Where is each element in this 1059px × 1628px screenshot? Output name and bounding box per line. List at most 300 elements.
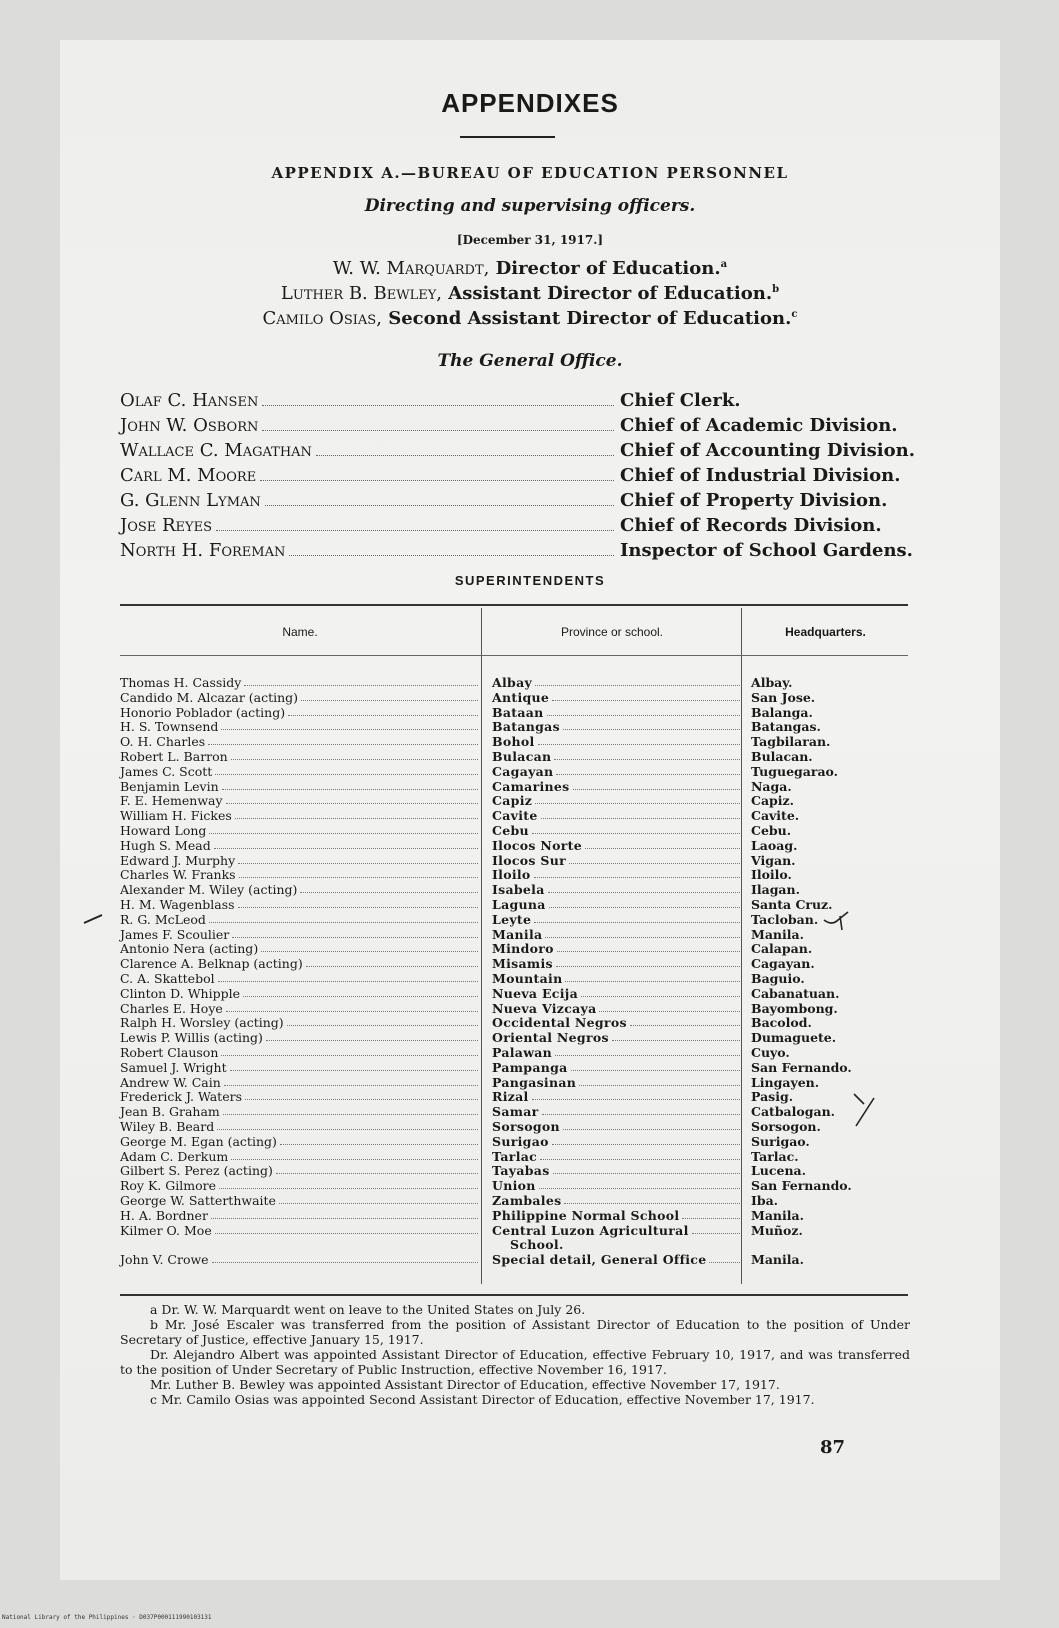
- superintendent-name: Ralph H. Worsley (acting): [120, 1015, 284, 1031]
- footnote-b-cont: Dr. Alejandro Albert was appointed Assistant Director of Education, effective February 10, 1917, and was transferred to the position of Under Secretary of Public Instruction, effective November 16, 1917.: [120, 1347, 910, 1377]
- province-name: Mindoro: [492, 941, 554, 957]
- superintendent-name: Hugh S. Mead: [120, 837, 211, 853]
- headquarters: Bulacan.: [751, 749, 813, 764]
- superintendent-name-cell: [120, 1045, 480, 1060]
- superintendent-name-cell: [120, 734, 480, 749]
- table-row: [120, 1193, 908, 1208]
- table-row: [120, 1134, 908, 1149]
- leader-dots: [226, 793, 478, 804]
- leader-dots: [612, 1030, 740, 1041]
- assistant-director-line: [60, 283, 1000, 304]
- leader-dots: [585, 838, 740, 849]
- table-row: [120, 1149, 908, 1164]
- leader-dots: [563, 1119, 740, 1130]
- second-assistant-director-title: Second Assistant Director of Education.: [388, 308, 792, 329]
- headquarters: Iloilo.: [751, 867, 792, 883]
- headquarters: Iba.: [751, 1193, 779, 1208]
- office-staff-row: [120, 465, 910, 489]
- superintendent-name: William H. Fickes: [120, 808, 232, 824]
- superintendent-name-cell: [120, 675, 480, 690]
- province-cell: [492, 882, 742, 897]
- office-staff-row: [120, 540, 913, 564]
- superintendent-name-cell: [120, 749, 480, 764]
- staff-position: Chief of Records Division.: [620, 515, 882, 536]
- province-name: Samar: [492, 1104, 539, 1120]
- superintendent-name: R. G. McLeod: [120, 911, 206, 927]
- leader-dots: [260, 479, 614, 481]
- superintendent-name: Edward J. Murphy: [120, 852, 236, 868]
- headquarters: Lingayen.: [751, 1074, 820, 1090]
- leader-dots: [545, 927, 740, 938]
- superintendent-name-cell: [120, 808, 480, 823]
- headquarters: Muñoz.: [751, 1222, 803, 1238]
- leader-dots: [232, 927, 478, 938]
- table-row: [120, 956, 908, 971]
- superintendent-name-cell: [120, 793, 480, 808]
- superintendent-name-cell: [120, 1015, 480, 1030]
- table-row: [120, 1252, 908, 1267]
- assistant-director-name: Luther B. Bewley,: [280, 283, 442, 304]
- province-cell: [492, 1149, 742, 1164]
- leader-dots: [219, 1178, 478, 1189]
- directing-subheading: Directing and supervising officers.: [364, 196, 696, 216]
- province-cell: [492, 1015, 742, 1030]
- title-rule: [460, 136, 555, 138]
- superintendent-name-cell: [120, 1089, 480, 1104]
- director-title: Director of Education.: [495, 258, 721, 279]
- leader-dots: [218, 971, 478, 982]
- headquarters: Tagbilaran.: [751, 734, 831, 750]
- staff-position: Chief Clerk.: [620, 390, 741, 411]
- table-row: [120, 1089, 908, 1104]
- superintendent-name: C. A. Skattebol: [120, 971, 215, 986]
- province-cell: [492, 734, 742, 749]
- superintendent-name: James C. Scott: [120, 763, 213, 779]
- province-cell: [492, 764, 742, 779]
- leader-dots: [306, 956, 478, 967]
- superintendent-name-cell: [120, 764, 480, 779]
- province-cell: [492, 705, 742, 720]
- province-name: School.: [510, 1237, 564, 1253]
- table-row: [120, 779, 908, 794]
- province-cell: [492, 779, 742, 794]
- superintendent-name: O. H. Charles: [120, 734, 206, 750]
- leader-dots: [230, 1060, 478, 1071]
- province-name: Batangas: [492, 719, 560, 735]
- headquarters: Cagayan.: [751, 956, 815, 972]
- province-name: Bulacan: [492, 749, 552, 764]
- leader-dots: [265, 504, 614, 506]
- footnote-ref: b: [772, 284, 780, 295]
- superintendent-name: Andrew W. Cain: [120, 1074, 221, 1090]
- headquarters: Tuguegarao.: [751, 763, 839, 779]
- leader-dots: [217, 1119, 478, 1130]
- leader-dots: [243, 986, 478, 997]
- table-row: [120, 882, 908, 897]
- headquarters: Albay.: [751, 675, 793, 690]
- table-row: [120, 675, 908, 690]
- staff-name: G. Glenn Lyman: [120, 490, 261, 511]
- table-row: [120, 1001, 908, 1016]
- superintendent-name: James F. Scoulier: [120, 926, 230, 942]
- province-cell: [492, 1193, 742, 1208]
- province-cell: [492, 793, 742, 808]
- table-row: [120, 867, 908, 882]
- superintendent-name: Adam C. Derkum: [120, 1148, 229, 1164]
- leader-dots: [682, 1208, 740, 1219]
- director-line: [60, 258, 1000, 279]
- province-name: Cebu: [492, 823, 529, 838]
- leader-dots: [579, 1075, 740, 1086]
- table-row: [120, 1119, 908, 1134]
- province-name: Pangasinan: [492, 1074, 577, 1090]
- province-cell: [492, 897, 742, 912]
- province-cell: [492, 1178, 742, 1193]
- leader-dots: [231, 1149, 478, 1160]
- province-name: Central Luzon Agricultural: [492, 1222, 689, 1238]
- office-staff-row: [120, 515, 910, 539]
- director-name: W. W. Marquardt,: [332, 258, 490, 279]
- province-name: Bohol: [492, 734, 535, 750]
- leader-dots: [301, 690, 478, 701]
- table-row: [120, 1045, 908, 1060]
- headquarters: Cebu.: [751, 823, 792, 838]
- superintendent-name: Clarence A. Belknap (acting): [120, 956, 303, 972]
- province-cell: [492, 719, 742, 734]
- headquarters: Surigao.: [751, 1133, 810, 1149]
- second-assistant-director-name: Camilo Osias,: [262, 308, 382, 329]
- province-cell: [492, 823, 742, 838]
- superintendent-name-cell: [120, 1134, 480, 1149]
- headquarters: Bacolod.: [751, 1015, 812, 1031]
- superintendent-name-cell: [120, 719, 480, 734]
- superintendent-name: Frederick J. Waters: [120, 1089, 242, 1105]
- leader-dots: [215, 764, 478, 775]
- table-row: [120, 764, 908, 779]
- headquarters: Bayombong.: [751, 1000, 838, 1016]
- superintendent-name: Charles W. Franks: [120, 867, 236, 883]
- staff-name: Jose Reyes: [120, 515, 213, 536]
- province-cell: [492, 986, 742, 1001]
- leader-dots: [262, 429, 614, 431]
- province-name: Oriental Negros: [492, 1030, 609, 1046]
- superintendent-name: H. S. Townsend: [120, 719, 219, 735]
- province-cell: [492, 1163, 742, 1178]
- leader-dots: [214, 838, 478, 849]
- leader-dots: [209, 823, 478, 834]
- leader-dots: [238, 853, 478, 864]
- table-header-rule: [120, 655, 908, 656]
- staff-name: Carl M. Moore: [120, 465, 257, 486]
- headquarters: Naga.: [751, 778, 792, 794]
- superintendent-name: Alexander M. Wiley (acting): [120, 882, 298, 898]
- table-top-rule: [120, 604, 908, 606]
- headquarters: Ilagan.: [751, 882, 800, 898]
- leader-dots: [535, 793, 740, 804]
- leader-dots: [709, 1252, 740, 1263]
- superintendent-name-cell: [120, 986, 480, 1001]
- superintendent-name-cell: [120, 941, 480, 956]
- superintendent-name-cell: [120, 823, 480, 838]
- superintendent-name: Lewis P. Willis (acting): [120, 1030, 263, 1046]
- superintendent-name: Robert Clauson: [120, 1045, 219, 1060]
- footnote-rule: [120, 1294, 908, 1296]
- headquarters: Balanga.: [751, 704, 813, 720]
- province-cell: [492, 1001, 742, 1016]
- province-cell: [492, 1134, 742, 1149]
- superintendent-name: Clinton D. Whipple: [120, 985, 241, 1001]
- headquarters: Santa Cruz.: [751, 897, 833, 912]
- table-row: [120, 1104, 908, 1119]
- leader-dots: [548, 882, 740, 893]
- superintendent-name: Thomas H. Cassidy: [120, 675, 242, 690]
- province-cell: [492, 1223, 742, 1238]
- leader-dots: [540, 1149, 740, 1160]
- headquarters: San Fernando.: [751, 1178, 852, 1194]
- superintendent-name: George W. Satterthwaite: [120, 1193, 276, 1208]
- province-name: Misamis: [492, 956, 553, 972]
- archive-label: National Library of the Philippines · D037P000111990103131: [2, 1614, 212, 1621]
- staff-position: Chief of Property Division.: [620, 490, 888, 511]
- leader-dots: [221, 719, 478, 730]
- second-assistant-director-line: [60, 308, 1000, 329]
- table-row: [120, 749, 908, 764]
- superintendent-name: John V. Crowe: [120, 1252, 209, 1268]
- leader-dots: [223, 1104, 478, 1115]
- leader-dots: [288, 705, 478, 716]
- province-name: Nueva Vizcaya: [492, 1000, 597, 1016]
- leader-dots: [535, 675, 740, 686]
- superintendent-name: Samuel J. Wright: [120, 1059, 227, 1075]
- handwritten-check-mark: [82, 913, 104, 927]
- superintendent-name-cell: [120, 897, 480, 912]
- headquarters: Batangas.: [751, 719, 821, 735]
- headquarters: Pasig.: [751, 1089, 794, 1105]
- leader-dots: [552, 1134, 740, 1145]
- superintendents-heading: SUPERINTENDENTS: [454, 573, 606, 588]
- superintendent-name: Kilmer O. Moe: [120, 1222, 212, 1238]
- staff-position: Inspector of School Gardens.: [620, 540, 913, 561]
- superintendent-name: Benjamin Levin: [120, 778, 219, 794]
- province-name: Occidental Negros: [492, 1015, 627, 1031]
- superintendent-name: Jean B. Graham: [120, 1104, 220, 1120]
- leader-dots: [287, 1015, 478, 1026]
- province-cell: [492, 1030, 742, 1045]
- province-name: Cavite: [492, 808, 538, 824]
- leader-dots: [542, 1104, 740, 1115]
- province-name: Zambales: [492, 1193, 562, 1208]
- leader-dots: [549, 897, 740, 908]
- table-row: [120, 1208, 908, 1223]
- leader-dots: [556, 956, 740, 967]
- leader-dots: [221, 1045, 478, 1056]
- headquarters: Vigan.: [751, 852, 796, 868]
- leader-dots: [226, 1001, 478, 1012]
- staff-name: North H. Foreman: [120, 540, 286, 561]
- province-name: Capiz: [492, 793, 533, 809]
- staff-name: Wallace C. Magathan: [120, 440, 312, 461]
- handwritten-check-mark: [822, 908, 862, 934]
- footnote-b-cont: Mr. Luther B. Bewley was appointed Assistant Director of Education, effective November 17, 1917.: [150, 1377, 780, 1392]
- superintendent-name: Charles E. Hoye: [120, 1000, 223, 1016]
- table-row: [120, 1223, 908, 1238]
- table-row: [120, 853, 908, 868]
- province-name: Leyte: [492, 911, 532, 927]
- superintendent-name-cell: [120, 956, 480, 971]
- leader-dots: [564, 1193, 740, 1204]
- province-name: Ilocos Sur: [492, 852, 566, 868]
- province-name: Surigao: [492, 1133, 549, 1149]
- leader-dots: [565, 971, 740, 982]
- province-cell: [492, 912, 742, 927]
- office-staff-row: [120, 490, 910, 514]
- province-cell: [492, 927, 742, 942]
- superintendent-name-cell: [120, 705, 480, 720]
- superintendent-name-cell: [120, 882, 480, 897]
- leader-dots: [571, 1060, 740, 1071]
- table-row: [120, 719, 908, 734]
- leader-dots: [215, 1223, 478, 1234]
- province-cell: [492, 1045, 742, 1060]
- table-row: [120, 1237, 908, 1252]
- superintendent-name-cell: [120, 779, 480, 794]
- footnote-a: a Dr. W. W. Marquardt went on leave to the United States on July 26.: [150, 1302, 586, 1317]
- superintendent-name: Antonio Nera (acting): [120, 941, 259, 957]
- leader-dots: [289, 554, 614, 556]
- province-cell: [492, 853, 742, 868]
- province-cell: [492, 808, 742, 823]
- province-name: Pampanga: [492, 1059, 568, 1075]
- leader-dots: [245, 1089, 478, 1100]
- headquarters: Manila.: [751, 1207, 804, 1223]
- province-cell: [492, 867, 742, 882]
- province-cell: [492, 1237, 742, 1252]
- leader-dots: [222, 779, 478, 790]
- province-name: Mountain: [492, 971, 563, 986]
- footnotes: [120, 1302, 910, 1407]
- province-cell: [492, 838, 742, 853]
- date-line: [December 31, 1917.]: [456, 233, 604, 247]
- handwritten-check-mark: [850, 1092, 882, 1128]
- province-cell: [492, 956, 742, 971]
- leader-dots: [238, 897, 478, 908]
- table-row: [120, 1178, 908, 1193]
- headquarters: Lucena.: [751, 1163, 806, 1179]
- column-header-province: Province or school.: [560, 625, 664, 639]
- footnote-b: b Mr. José Escaler was transferred from the position of Assistant Director of Education to the position of Under Secretary of Justice, effective January 15, 1917.: [120, 1317, 910, 1347]
- province-name: Rizal: [492, 1089, 529, 1105]
- province-cell: [492, 1089, 742, 1104]
- leader-dots: [539, 1178, 740, 1189]
- headquarters: San Jose.: [751, 689, 816, 705]
- staff-position: Chief of Industrial Division.: [620, 465, 901, 486]
- leader-dots: [216, 529, 614, 531]
- headquarters: Baguio.: [751, 971, 805, 986]
- leader-dots: [552, 690, 740, 701]
- superintendent-name-cell: [120, 1208, 480, 1223]
- leader-dots: [300, 882, 478, 893]
- table-row: [120, 1015, 908, 1030]
- province-name: Albay: [492, 675, 533, 690]
- leader-dots: [555, 1045, 740, 1056]
- office-staff-row: [120, 390, 910, 414]
- staff-name: John W. Osborn: [120, 415, 259, 436]
- staff-name: Olaf C. Hansen: [120, 390, 259, 411]
- footnote-c: c Mr. Camilo Osias was appointed Second Assistant Director of Education, effective November 17, 1917.: [150, 1392, 815, 1407]
- headquarters: Manila.: [751, 1252, 804, 1268]
- superintendent-name-cell: [120, 1252, 480, 1267]
- province-cell: [492, 1104, 742, 1119]
- superintendent-name: Candido M. Alcazar (acting): [120, 689, 299, 705]
- province-name: Laguna: [492, 897, 546, 912]
- superintendent-name-cell: [120, 927, 480, 942]
- headquarters: Cabanatuan.: [751, 985, 840, 1001]
- headquarters: Tacloban.: [751, 911, 819, 927]
- leader-dots: [235, 808, 478, 819]
- superintendent-name-cell: [120, 971, 480, 986]
- leader-dots: [573, 779, 741, 790]
- superintendent-name: Gilbert S. Perez (acting): [120, 1163, 273, 1179]
- leader-dots: [599, 1001, 740, 1012]
- province-cell: [492, 1075, 742, 1090]
- superintendent-name-cell: [120, 1001, 480, 1016]
- headquarters: Tarlac.: [751, 1148, 799, 1164]
- leader-dots: [534, 912, 740, 923]
- leader-dots: [569, 853, 740, 864]
- superintendent-name: Roy K. Gilmore: [120, 1178, 216, 1194]
- leader-dots: [532, 1089, 740, 1100]
- province-name: Isabela: [492, 882, 545, 898]
- province-name: Cagayan: [492, 763, 554, 779]
- superintendent-name-cell: [120, 1119, 480, 1134]
- footnote-ref: a: [720, 259, 728, 270]
- province-cell: [492, 1208, 742, 1223]
- leader-dots: [557, 941, 740, 952]
- province-name: Palawan: [492, 1045, 553, 1060]
- superintendent-name-cell: [120, 1104, 480, 1119]
- superintendent-name-cell: [120, 690, 480, 705]
- leader-dots: [276, 1163, 478, 1174]
- staff-position: Chief of Academic Division.: [620, 415, 898, 436]
- leader-dots: [553, 1163, 740, 1174]
- superintendent-name: H. M. Wagenblass: [120, 897, 235, 912]
- leader-dots: [534, 867, 740, 878]
- province-cell: [492, 971, 742, 986]
- leader-dots: [541, 808, 740, 819]
- superintendent-name-cell: [120, 1193, 480, 1208]
- superintendent-name-cell: [120, 867, 480, 882]
- office-staff-row: [120, 440, 915, 464]
- table-row: [120, 793, 908, 808]
- leader-dots: [532, 823, 740, 834]
- leader-dots: [316, 454, 614, 456]
- assistant-director-title: Assistant Director of Education.: [448, 283, 773, 304]
- province-cell: [492, 1060, 742, 1075]
- headquarters: Calapan.: [751, 941, 813, 957]
- leader-dots: [262, 404, 614, 406]
- leader-dots: [224, 1075, 478, 1086]
- table-row: [120, 690, 908, 705]
- leader-dots: [212, 1252, 478, 1263]
- office-staff-row: [120, 415, 910, 439]
- province-cell: [492, 749, 742, 764]
- column-header-headquarters: Headquarters.: [785, 625, 866, 639]
- leader-dots: [692, 1223, 740, 1234]
- table-row: [120, 734, 908, 749]
- superintendent-name: George M. Egan (acting): [120, 1133, 277, 1149]
- leader-dots: [279, 1193, 478, 1204]
- leader-dots: [563, 719, 740, 730]
